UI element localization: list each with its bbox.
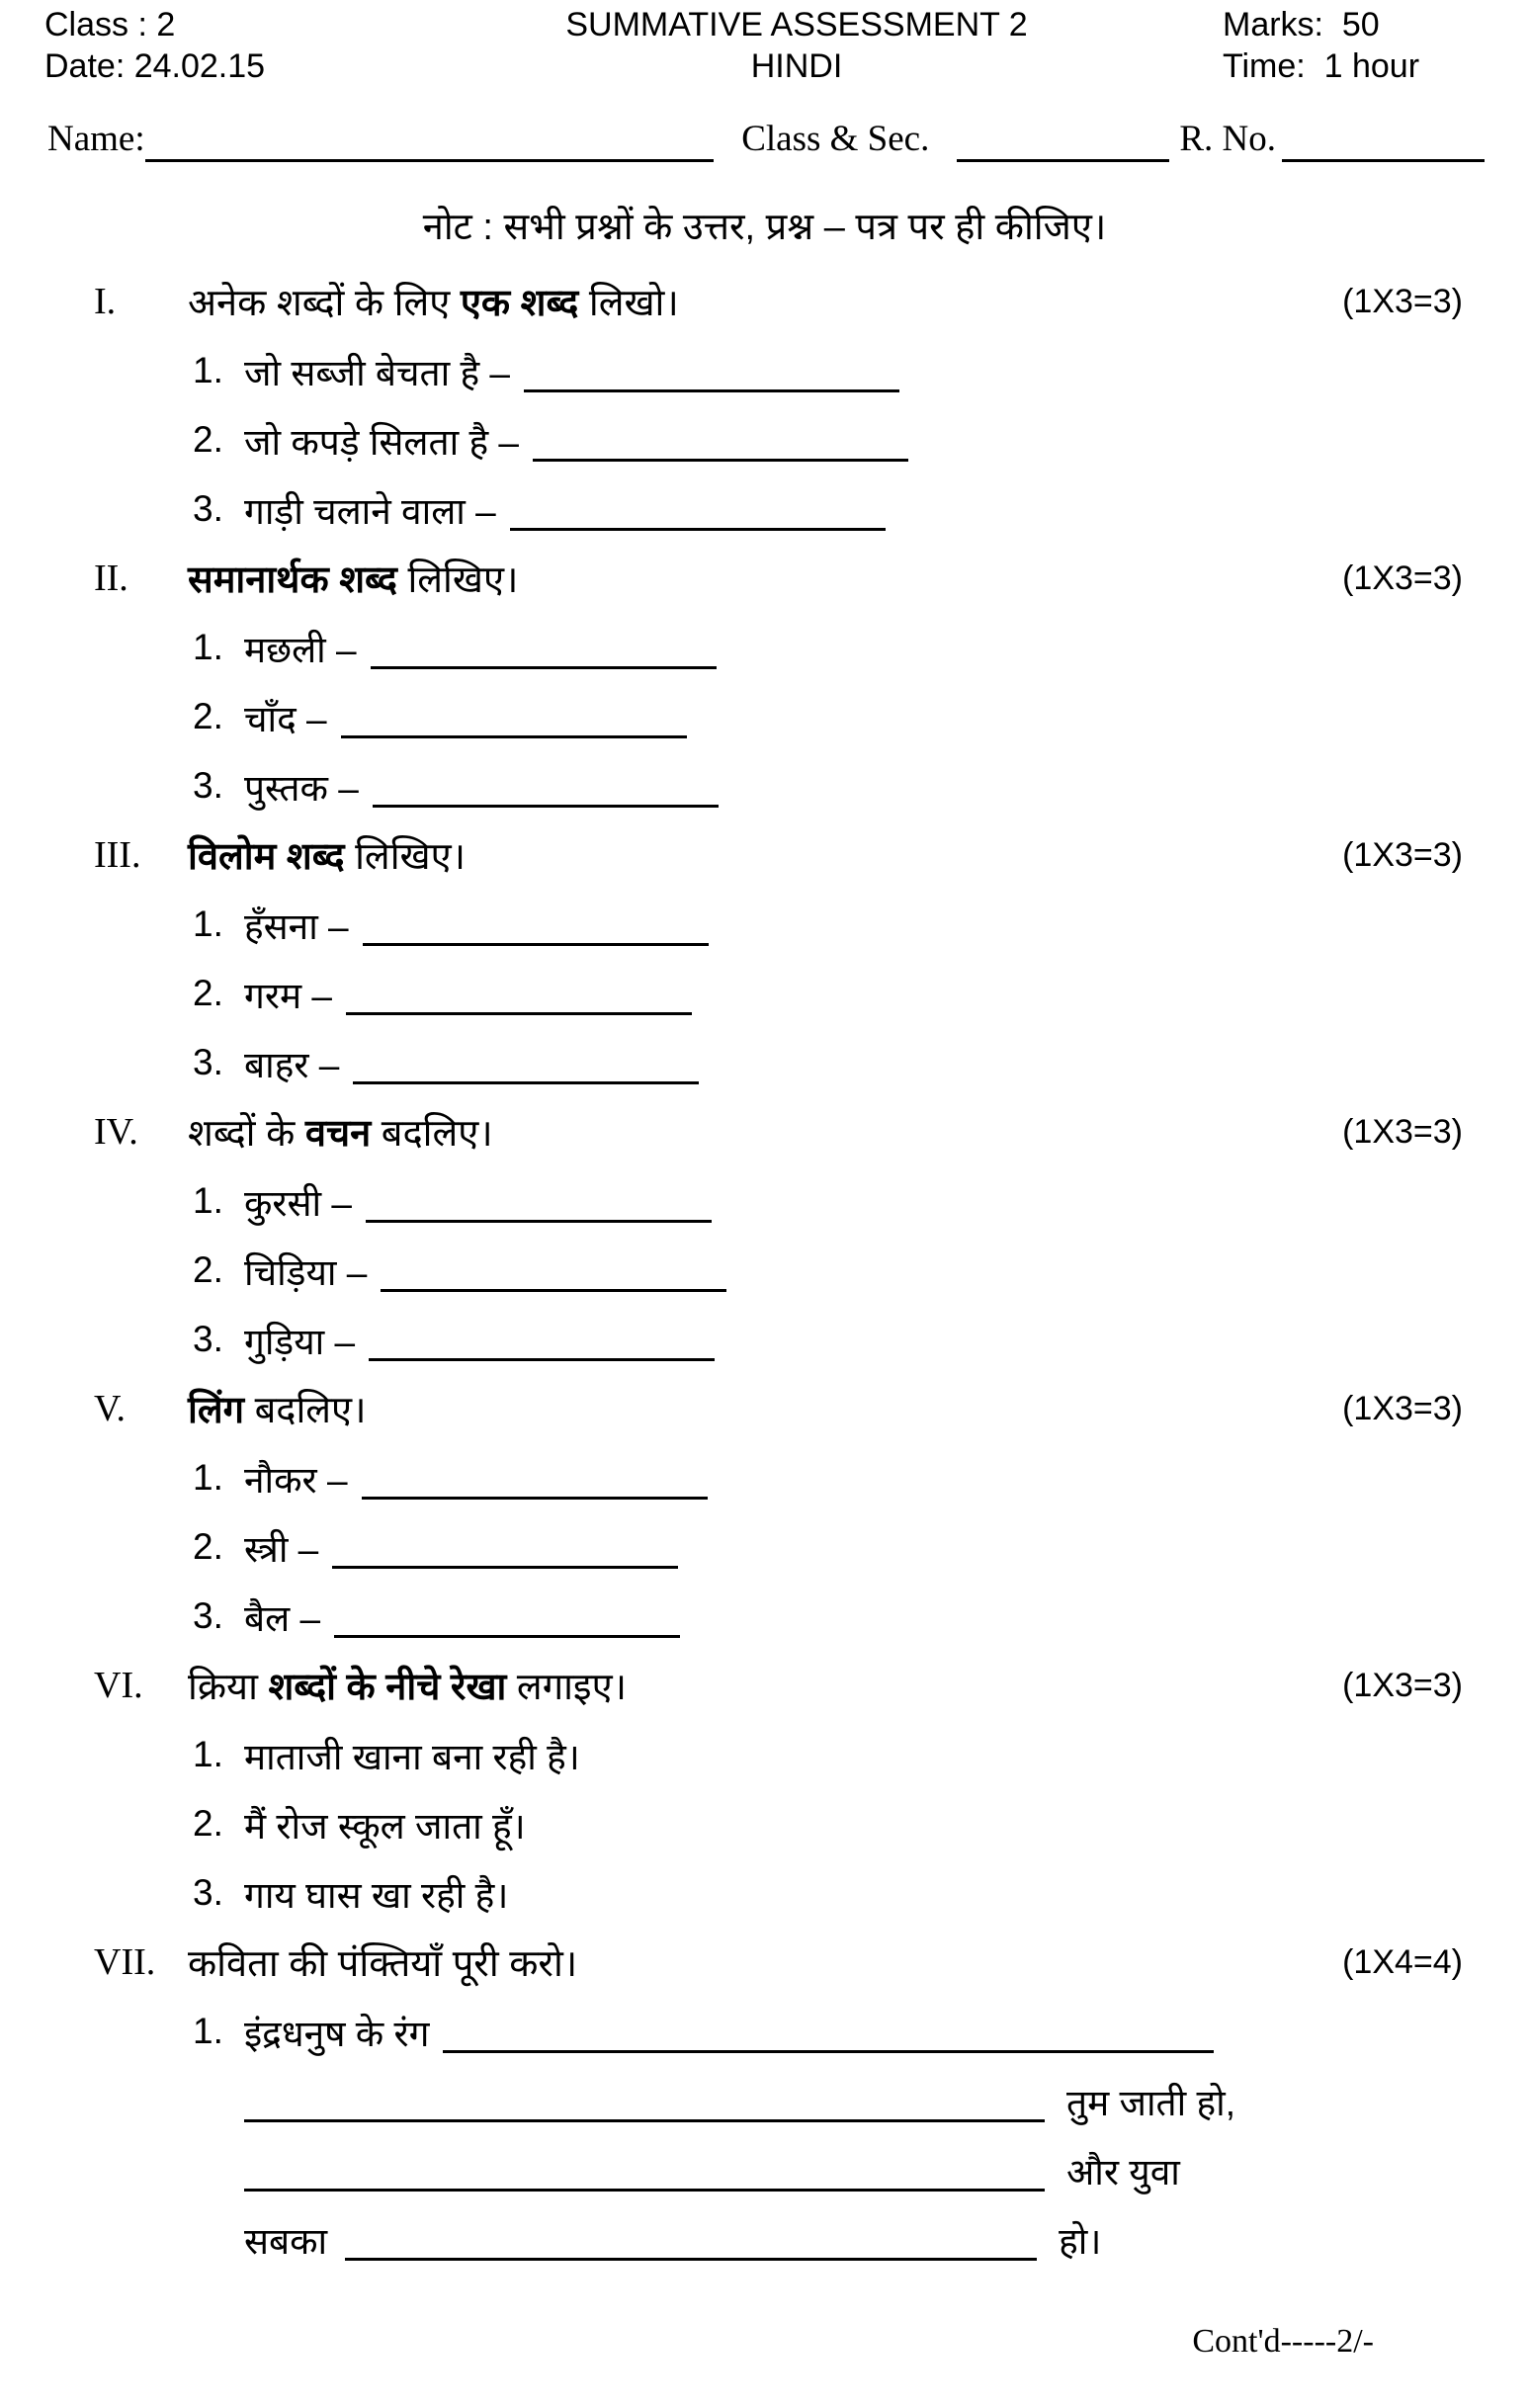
section-title: विलोम शब्द लिखिए। xyxy=(188,836,467,878)
item-number: 3. xyxy=(193,1872,223,1913)
answer-blank[interactable] xyxy=(373,764,719,808)
section-title: कविता की पंक्तियाँ पूरी करो। xyxy=(188,1943,578,1985)
item-number: 2. xyxy=(193,973,223,1013)
answer-blank[interactable] xyxy=(332,1525,678,1569)
answer-blank[interactable] xyxy=(533,418,908,462)
question-item xyxy=(0,1512,1529,1582)
item-number: 3. xyxy=(193,488,223,529)
question-item xyxy=(0,1858,1529,1928)
item-text: कुरसी – xyxy=(244,1182,353,1224)
answer-blank[interactable] xyxy=(369,1318,715,1361)
item-number: 1. xyxy=(193,1180,223,1221)
section-4 xyxy=(0,1097,1529,1374)
assessment-title: SUMMATIVE ASSESSMENT 2 xyxy=(565,6,1028,43)
answer-blank[interactable] xyxy=(353,1041,699,1084)
section-marks: (1X3=3) xyxy=(1342,1666,1463,1704)
section-3 xyxy=(0,820,1529,1097)
section-numeral: I. xyxy=(94,281,117,322)
answer-blank[interactable] xyxy=(443,2010,1214,2053)
item-text: स्त्री – xyxy=(244,1528,319,1570)
section-title: समानार्थक शब्द लिखिए। xyxy=(188,559,519,601)
item-text: गुड़िया – xyxy=(244,1321,356,1362)
item-number: 1. xyxy=(193,627,223,667)
section-6-heading xyxy=(0,1651,1529,1720)
item-number: 1. xyxy=(193,1734,223,1774)
section-marks: (1X3=3) xyxy=(1342,835,1463,874)
item-text: इंद्रधनुष के रंग xyxy=(244,2013,430,2054)
item-text: हँसना – xyxy=(244,905,349,947)
section-numeral: VII. xyxy=(94,1941,156,1983)
poem-line-2 xyxy=(0,2066,1529,2135)
section-numeral: III. xyxy=(94,834,141,876)
paper-header xyxy=(0,0,1529,87)
student-info-row xyxy=(47,117,1485,162)
section-title: लिंग बदलिए। xyxy=(188,1390,367,1431)
question-item xyxy=(0,1305,1529,1374)
section-title: क्रिया शब्दों के नीचे रेखा लगाइए। xyxy=(188,1667,628,1708)
poem-line-1 xyxy=(0,1997,1529,2066)
item-text: नौकर – xyxy=(244,1459,348,1501)
item-text: गाड़ी चलाने वाला – xyxy=(244,490,496,532)
section-2 xyxy=(0,544,1529,820)
question-item xyxy=(0,405,1529,474)
item-number: 2. xyxy=(193,1249,223,1290)
item-number: 3. xyxy=(193,1319,223,1359)
item-number: 1. xyxy=(193,1457,223,1498)
item-text: जो कपड़े सिलता है – xyxy=(244,421,519,463)
item-text: गाय घास खा रही है। xyxy=(244,1874,509,1916)
section-7 xyxy=(0,1928,1529,2274)
item-number: 3. xyxy=(193,1595,223,1636)
item-text: गरम – xyxy=(244,975,332,1016)
class-sec-label: Class & Sec. xyxy=(741,119,930,159)
question-item xyxy=(0,1028,1529,1097)
section-numeral: V. xyxy=(94,1388,127,1429)
answer-blank[interactable] xyxy=(334,1594,680,1638)
item-number: 2. xyxy=(193,1526,223,1567)
date-label: Date: 24.02.15 xyxy=(44,47,266,85)
section-1-heading xyxy=(0,267,1529,336)
section-title: अनेक शब्दों के लिए एक शब्द लिखो। xyxy=(188,283,679,324)
section-marks: (1X3=3) xyxy=(1342,1389,1463,1427)
poem-line-suffix: हो। xyxy=(1059,2220,1102,2262)
question-item xyxy=(0,959,1529,1028)
marks-label: Marks: 50 xyxy=(1223,6,1380,43)
answer-blank[interactable] xyxy=(341,695,687,738)
item-number: 3. xyxy=(193,1042,223,1082)
answer-blank[interactable] xyxy=(346,972,692,1015)
item-number: 2. xyxy=(193,1803,223,1844)
section-2-heading xyxy=(0,544,1529,613)
question-item xyxy=(0,682,1529,751)
name-blank[interactable] xyxy=(145,123,715,162)
section-7-heading xyxy=(0,1928,1529,1997)
answer-blank[interactable] xyxy=(371,626,717,669)
answer-blank[interactable] xyxy=(366,1179,712,1223)
item-text: बैल – xyxy=(244,1597,321,1639)
class-label: Class : 2 xyxy=(44,6,176,43)
item-text: चिड़िया – xyxy=(244,1251,368,1293)
item-text: चाँद – xyxy=(244,698,327,739)
answer-blank[interactable] xyxy=(362,1456,708,1500)
item-text: बाहर – xyxy=(244,1044,340,1085)
name-label: Name: xyxy=(47,119,145,159)
question-item xyxy=(0,613,1529,682)
section-6 xyxy=(0,1651,1529,1928)
answer-blank[interactable] xyxy=(345,2217,1037,2261)
poem-line-3 xyxy=(0,2135,1529,2204)
poem-line-prefix: सबका xyxy=(244,2220,328,2262)
poem-line-suffix: और युवा xyxy=(1066,2151,1180,2193)
roll-no-blank[interactable] xyxy=(1282,123,1485,162)
question-item xyxy=(0,1789,1529,1858)
time-label: Time: 1 hour xyxy=(1223,47,1420,85)
section-title: शब्दों के वचन बदलिए। xyxy=(188,1113,493,1155)
answer-blank[interactable] xyxy=(524,349,899,392)
roll-no-label: R. No. xyxy=(1179,119,1276,159)
section-1 xyxy=(0,267,1529,544)
question-sections xyxy=(0,267,1529,2274)
answer-blank[interactable] xyxy=(363,903,709,946)
item-text: माताजी खाना बना रही है। xyxy=(244,1736,580,1777)
item-number: 2. xyxy=(193,696,223,736)
item-number: 3. xyxy=(193,765,223,806)
item-text: जो सब्जी बेचता है – xyxy=(244,352,511,393)
section-marks: (1X3=3) xyxy=(1342,282,1463,320)
question-item xyxy=(0,1166,1529,1236)
section-5 xyxy=(0,1374,1529,1651)
question-item xyxy=(0,1582,1529,1651)
poem-line-suffix: तुम जाती हो, xyxy=(1066,2082,1235,2123)
question-item xyxy=(0,1443,1529,1512)
question-item xyxy=(0,1720,1529,1789)
answer-blank[interactable] xyxy=(244,2148,1045,2192)
section-5-heading xyxy=(0,1374,1529,1443)
section-4-heading xyxy=(0,1097,1529,1166)
item-number: 2. xyxy=(193,419,223,460)
question-item xyxy=(0,1236,1529,1305)
item-text: पुस्तक – xyxy=(244,767,359,809)
section-3-heading xyxy=(0,820,1529,890)
item-number: 1. xyxy=(193,2011,223,2051)
section-marks: (1X3=3) xyxy=(1342,559,1463,597)
item-text: मछली – xyxy=(244,629,357,670)
class-sec-blank[interactable] xyxy=(957,123,1169,162)
question-item xyxy=(0,474,1529,544)
exam-note: नोट : सभी प्रश्नों के उत्तर, प्रश्न – पत्र पर ही कीजिए। xyxy=(422,207,1107,248)
answer-blank[interactable] xyxy=(244,2079,1045,2122)
answer-blank[interactable] xyxy=(510,487,886,531)
subject-title: HINDI xyxy=(750,47,843,85)
section-marks: (1X3=3) xyxy=(1342,1112,1463,1151)
poem-line-4 xyxy=(0,2204,1529,2274)
answer-blank[interactable] xyxy=(381,1248,726,1292)
section-numeral: IV. xyxy=(94,1111,138,1153)
item-number: 1. xyxy=(193,350,223,390)
section-marks: (1X4=4) xyxy=(1342,1942,1463,1981)
question-item xyxy=(0,751,1529,820)
section-numeral: II. xyxy=(94,558,128,599)
continued-note: Cont'd-----2/- xyxy=(1192,2323,1374,2360)
question-item xyxy=(0,890,1529,959)
item-text: मैं रोज स्कूल जाता हूँ। xyxy=(244,1805,526,1847)
item-number: 1. xyxy=(193,903,223,944)
section-numeral: VI. xyxy=(94,1665,143,1706)
question-item xyxy=(0,336,1529,405)
